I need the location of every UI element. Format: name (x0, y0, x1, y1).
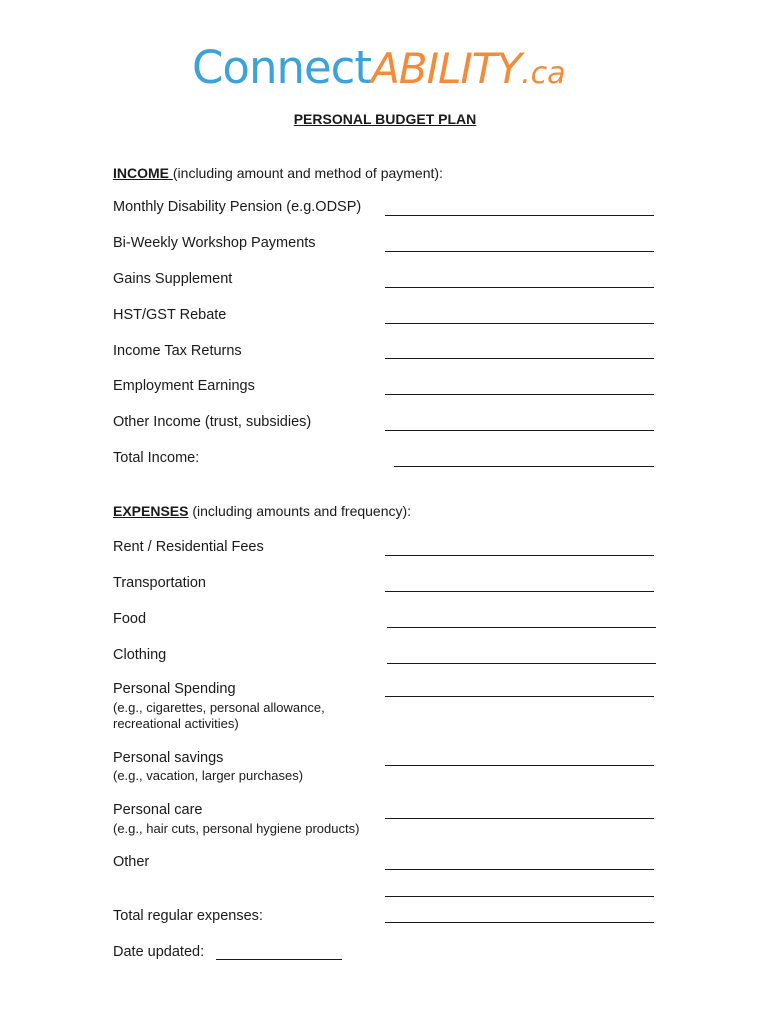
expense-personal-spending-field[interactable] (385, 696, 654, 697)
income-heading-label: INCOME (113, 165, 173, 181)
expenses-heading-note: (including amounts and frequency): (188, 503, 412, 519)
income-row-employment: Employment Earnings (113, 378, 255, 394)
connectability-logo (192, 40, 566, 96)
expense-other-field-1[interactable] (385, 869, 654, 870)
expense-row-other: Other (113, 854, 150, 870)
expense-row-personal-spending: Personal Spending (113, 681, 236, 697)
expenses-heading-label: EXPENSES (113, 503, 189, 519)
expense-row-total: Total regular expenses: (113, 908, 263, 924)
expense-row-clothing: Clothing (113, 647, 167, 663)
page-title: PERSONAL BUDGET PLAN (293, 111, 477, 127)
expense-total-field[interactable] (385, 922, 654, 923)
expense-rent-field[interactable] (385, 555, 654, 556)
logo-ability: ABILITY (371, 44, 522, 93)
income-total-field[interactable] (394, 466, 654, 467)
expense-row-rent: Rent / Residential Fees (113, 539, 264, 555)
expense-personal-care-field[interactable] (385, 818, 654, 819)
expense-food-field[interactable] (387, 627, 656, 628)
income-heading-note: (including amount and method of payment): (172, 165, 443, 181)
expense-personal-savings-note: (e.g., vacation, larger purchases) (113, 768, 304, 783)
expense-personal-spending-note-2: recreational activities) (113, 716, 239, 731)
income-row-tax: Income Tax Returns (113, 343, 242, 359)
expense-personal-savings-field[interactable] (385, 765, 654, 766)
expense-transportation-field[interactable] (385, 591, 654, 592)
income-row-total: Total Income: (113, 450, 200, 466)
income-heading (113, 165, 443, 181)
income-row-other: Other Income (trust, subsidies) (113, 414, 312, 430)
date-updated-field[interactable] (216, 959, 342, 960)
income-tax-field[interactable] (385, 358, 654, 359)
expense-row-personal-savings: Personal savings (113, 750, 224, 766)
expenses-heading (113, 503, 411, 519)
expense-row-personal-care: Personal care (113, 802, 203, 818)
income-pension-field[interactable] (385, 215, 654, 216)
logo-connect: Connect (192, 41, 372, 94)
income-gains-field[interactable] (385, 287, 654, 288)
income-employment-field[interactable] (385, 394, 654, 395)
logo-domain: .ca (521, 56, 566, 91)
expense-other-field-2[interactable] (385, 896, 654, 897)
expense-clothing-field[interactable] (387, 663, 656, 664)
income-row-pension: Monthly Disability Pension (e.g.ODSP) (113, 199, 362, 215)
expense-row-food: Food (113, 611, 147, 627)
income-row-gains: Gains Supplement (113, 271, 233, 287)
expense-row-transportation: Transportation (113, 575, 206, 591)
expense-personal-spending-note-1: (e.g., cigarettes, personal allowance, (113, 700, 325, 715)
income-row-workshop: Bi-Weekly Workshop Payments (113, 235, 316, 251)
income-workshop-field[interactable] (385, 251, 654, 252)
expense-personal-care-note: (e.g., hair cuts, personal hygiene products) (113, 821, 360, 836)
income-other-field[interactable] (385, 430, 654, 431)
income-row-hst: HST/GST Rebate (113, 307, 227, 323)
income-hst-field[interactable] (385, 323, 654, 324)
date-updated-label: Date updated: (113, 944, 205, 960)
